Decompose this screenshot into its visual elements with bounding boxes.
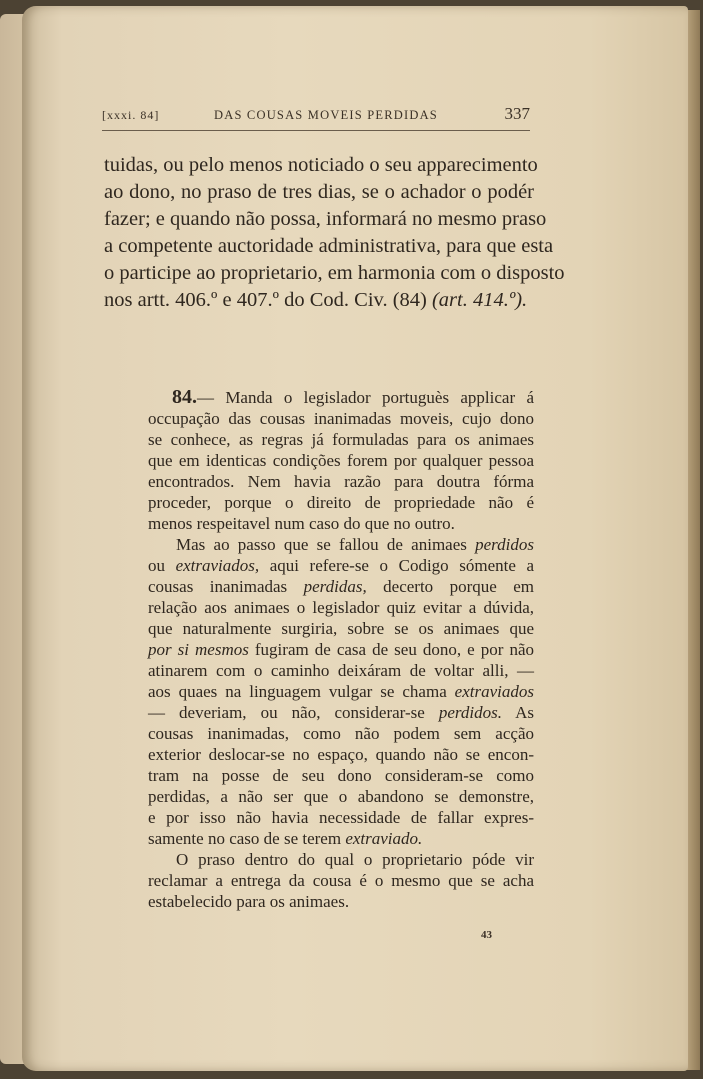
text-line: fazer; e quando não possa, informará no mesmo praso [104, 208, 547, 230]
note-line: O praso dentro do qual o proprietario póde vir [176, 850, 534, 869]
note-italic: extraviados, [175, 556, 260, 575]
note-line: estabelecido para os animaes. [148, 892, 350, 911]
note-number: 84. [172, 386, 197, 408]
note-italic: por si mesmos [148, 640, 249, 659]
note-line [148, 681, 534, 702]
text-line: ao dono, no praso de tres dias, se o achador o podér [104, 181, 534, 203]
note-text: — Manda o legislador portuguès applicar á [197, 388, 534, 407]
section-reference: [xxxi. 84] [102, 108, 160, 122]
text-line: a competente auctoridade administrativa, para que esta [104, 235, 554, 257]
note-line: que em identicas condições forem por qualquer pessoa [148, 451, 534, 470]
text-line [104, 287, 534, 314]
note-italic: perdidos [475, 535, 534, 554]
note-line: proceder, porque o direito de propriedade não é [148, 493, 534, 512]
note-line [148, 534, 534, 555]
note-line [148, 387, 534, 408]
note-text: Mas ao passo que se fallou de animaes [176, 535, 476, 554]
signature-mark: 43 [481, 929, 492, 941]
note-text: aos quaes na linguagem vulgar se chama [148, 682, 455, 701]
note-italic: extraviados [454, 682, 534, 701]
note-line [148, 828, 534, 849]
note-line [148, 576, 534, 597]
note-line: exterior deslocar-se no espaço, quando não se encon- [148, 745, 534, 764]
main-text [104, 152, 565, 314]
note-line: tram na posse de seu dono consideram-se como [148, 766, 534, 785]
note-line: menos respeitavel num caso do que no outro. [148, 514, 455, 533]
note-line: e por isso não havia necessidade de fallar expres- [148, 808, 534, 827]
note-line: que naturalmente surgiria, sobre se os animaes que [148, 619, 534, 638]
page-stack-edge [686, 10, 700, 1070]
article-reference: (art. 414.º). [431, 289, 528, 311]
note-italic: perdidas, [303, 577, 367, 596]
running-header [102, 104, 530, 128]
note-italic: perdidos. [438, 703, 502, 722]
page-number: 337 [504, 104, 530, 123]
note-line: se conhece, as regras já formuladas para os animaes [148, 430, 534, 449]
note-text: samente no caso de se terem [148, 829, 346, 848]
text-line-plain: nos artt. 406.º e 407.º do Cod. Civ. (84) [104, 289, 432, 311]
text-line: tuidas, ou pelo menos noticiado o seu apparecimento [104, 154, 538, 176]
note-text: cousas inanimadas [148, 577, 304, 596]
note-line: occupação das cousas inanimadas moveis, cujo dono [148, 409, 534, 428]
note-line: cousas inanimadas, como não podem sem acção [148, 724, 534, 743]
note-text: decerto porque em [366, 577, 534, 596]
note-line: perdidas, a não ser que o abandono se demonstre, [148, 787, 534, 806]
note-line [148, 555, 534, 576]
note-line: encontrados. Nem havia razão para doutra fórma [148, 472, 534, 491]
note-line [148, 639, 534, 660]
note-line: atinarem com o caminho deixáram de voltar alli, — [148, 661, 534, 680]
note-text: ou [148, 556, 176, 575]
note-text: aqui refere-se o Codigo sómente a [259, 556, 534, 575]
note-text: — deveriam, ou não, considerar-se [148, 703, 439, 722]
note-text: fugiram de casa de seu dono, e por não [248, 640, 534, 659]
annotation-84 [148, 387, 534, 912]
note-line [148, 702, 534, 723]
note-line: reclamar a entrega da cousa é o mesmo que se acha [148, 871, 534, 890]
note-text: As [501, 703, 534, 722]
running-title: DAS COUSAS MOVEIS PERDIDAS [214, 108, 438, 122]
header-rule [102, 130, 530, 131]
note-italic: extraviado. [345, 829, 423, 848]
text-line: o participe ao proprietario, em harmonia com o disposto [104, 262, 565, 284]
note-line: relação aos animaes o legislador quiz evitar a dúvida, [148, 598, 534, 617]
